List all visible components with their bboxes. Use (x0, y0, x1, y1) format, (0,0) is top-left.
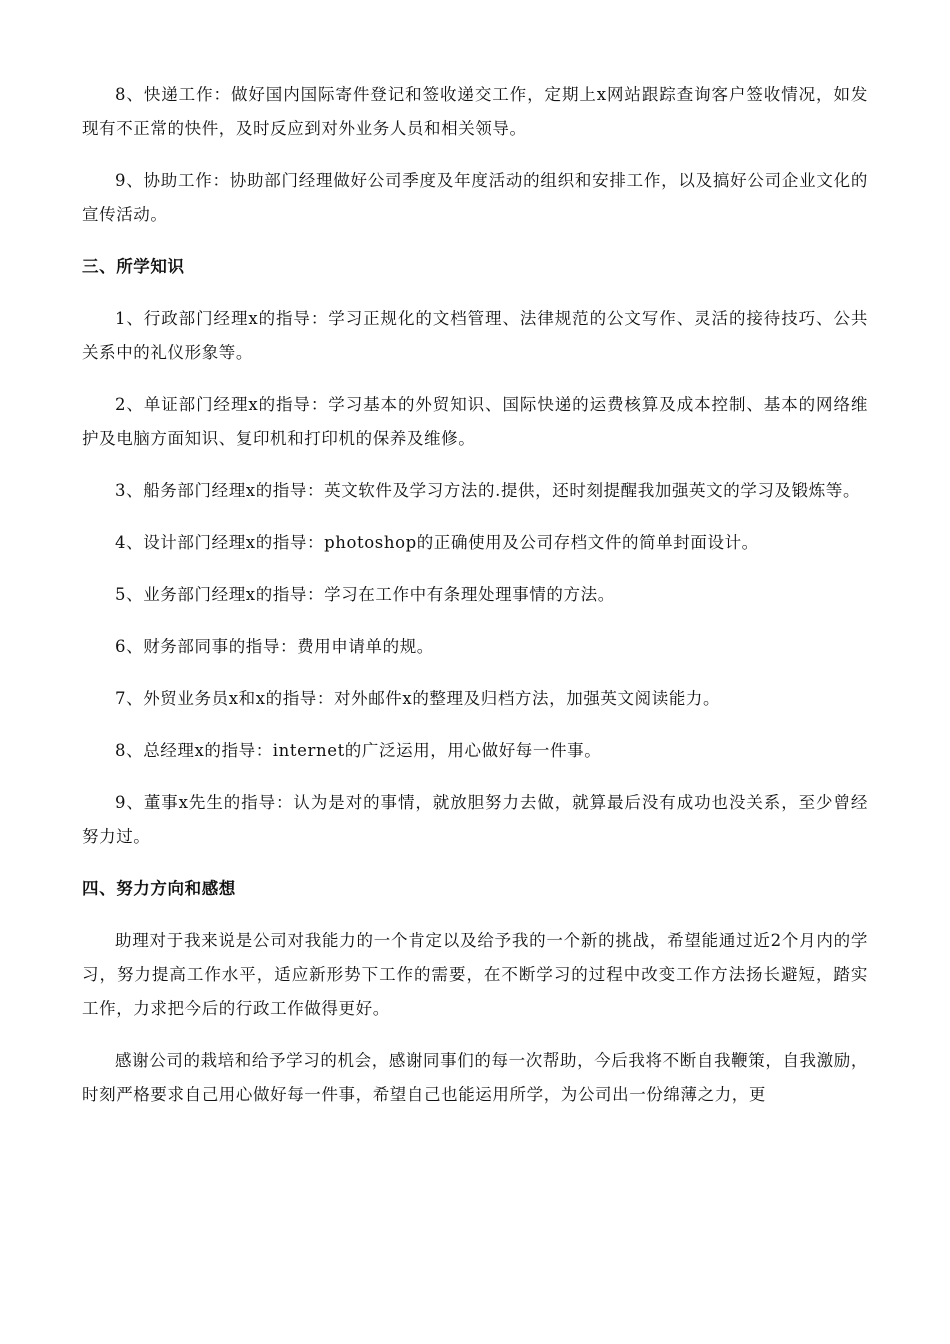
body-paragraph: 感谢公司的栽培和给予学习的机会，感谢同事们的每一次帮助，今后我将不断自我鞭策，自我激励，时刻严格要求自己用心做好每一件事，希望自己也能运用所学，为公司出一份绵薄之力，更 (82, 1051, 868, 1104)
list-item: 9、董事x先生的指导：认为是对的事情，就放胆努力去做，就算最后没有成功也没关系，至少曾经努力过。 (82, 793, 868, 846)
list-item: 4、设计部门经理x的指导：photoshop的正确使用及公司存档文件的简单封面设计。 (115, 533, 759, 552)
list-item: 9、协助工作：协助部门经理做好公司季度及年度活动的组织和安排工作，以及搞好公司企业文化的宣传活动。 (82, 171, 868, 224)
body-paragraph: 助理对于我来说是公司对我能力的一个肯定以及给予我的一个新的挑战，希望能通过近2个月内的学习，努力提高工作水平，适应新形势下工作的需要，在不断学习的过程中改变工作方法扬长避短，踏实工作，力求把今后的行政工作做得更好。 (82, 931, 868, 1018)
list-item: 5、业务部门经理x的指导：学习在工作中有条理处理事情的方法。 (115, 585, 615, 604)
document-page (82, 78, 868, 1130)
section-heading-knowledge: 三、所学知识 (82, 257, 185, 276)
list-item: 1、行政部门经理x的指导：学习正规化的文档管理、法律规范的公文写作、灵活的接待技巧、公共关系中的礼仪形象等。 (82, 309, 868, 362)
list-item: 7、外贸业务员x和x的指导：对外邮件x的整理及归档方法，加强英文阅读能力。 (115, 689, 721, 708)
section-heading-direction: 四、努力方向和感想 (82, 879, 236, 898)
list-item: 3、船务部门经理x的指导：英文软件及学习方法的.提供，还时刻提醒我加强英文的学习及锻炼等。 (115, 481, 861, 500)
list-item: 8、快递工作：做好国内国际寄件登记和签收递交工作，定期上x网站跟踪查询客户签收情况，如发现有不正常的快件，及时反应到对外业务人员和相关领导。 (82, 85, 868, 138)
list-item: 8、总经理x的指导：internet的广泛运用，用心做好每一件事。 (115, 741, 602, 760)
list-item: 6、财务部同事的指导：费用申请单的规。 (115, 637, 434, 656)
list-item: 2、单证部门经理x的指导：学习基本的外贸知识、国际快递的运费核算及成本控制、基本的网络维护及电脑方面知识、复印机和打印机的保养及维修。 (82, 395, 868, 448)
